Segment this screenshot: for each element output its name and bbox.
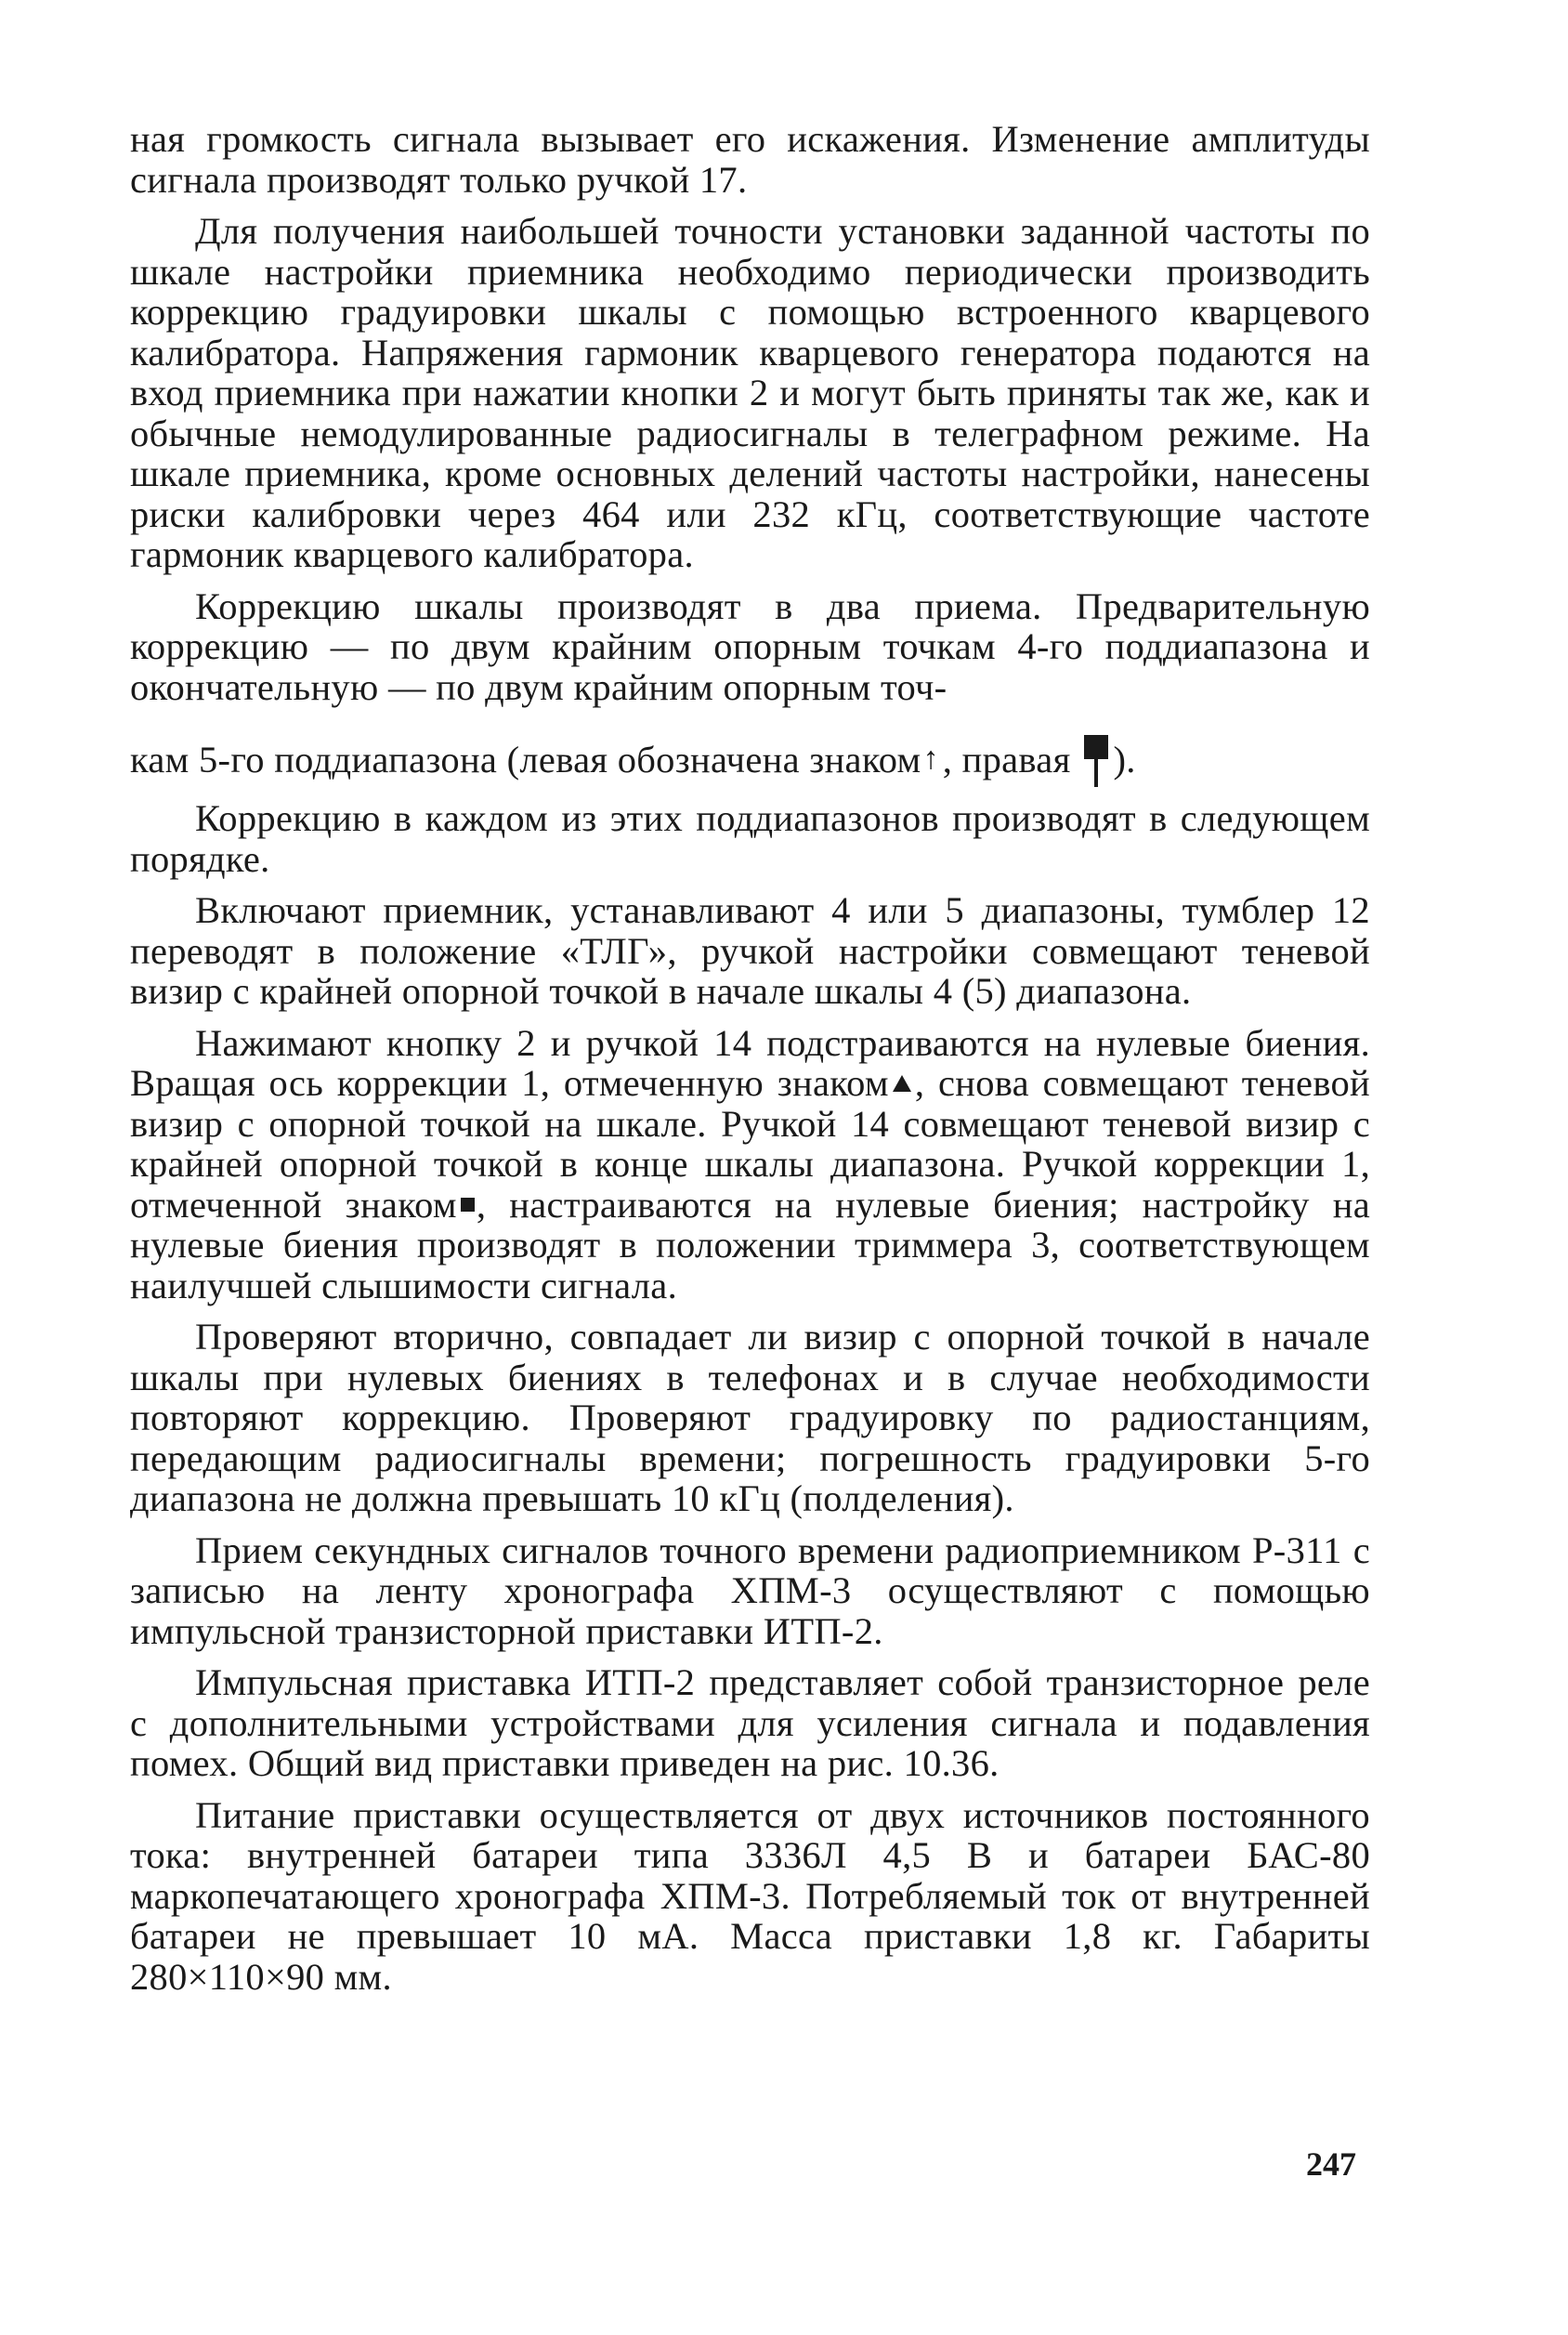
paragraph-2: Для получения наибольшей точности установки заданной частоты по шкале настройки приемника необходимо периодически производить коррекцию градуировки шкалы с помощью встроенного кварцевого калибратора. Напряжения гармоник кварцевого генератора подаются на вход приемника при нажатии кнопки 2 и могут быть приняты так же, как и обычные немодулированные радиосигналы в телеграфном режиме. На шкале приемника, кроме основных делений частоты настройки, нанесены риски калибровки через 464 или 232 кГц, соответствующие частоте гармоник кварцевого калибратора.	[130, 210, 1370, 575]
paragraph-3-continuation	[130, 735, 1370, 787]
flag-marker-icon	[1084, 735, 1108, 787]
paragraph-3-continuation-text-a: кам 5-го поддиапазона (левая обозначена знаком	[130, 739, 921, 781]
paragraph-11: Питание приставки осуществляется от двух источников постоянного тока: внутренней батареи типа 3336Л 4,5 В и батареи БАС-80 маркопечатающего хронографа ХПМ-3. Потребляемый ток от внутренней батареи не превышает 10 мА. Масса приставки 1,8 кг. Габариты 280×110×90 мм.	[130, 1793, 1370, 1998]
paragraph-6: Включают приемник, устанавливают 4 или 5 диапазоны, тумблер 12 переводят в положение «ТЛГ», ручкой настройки совмещают теневой визир с крайней опорной точкой в начале шкалы 4 (5) диапазона.	[130, 889, 1370, 1012]
paragraph-3-continuation-text-b: , правая	[942, 739, 1071, 781]
paragraph-3: Коррекцию шкалы производят в два приема. Предварительную коррекцию — по двум крайним опорным точкам 4-го поддиапазона и окончательную — по двум крайним опорным точ-	[130, 584, 1370, 708]
arrow-up-marker-icon: ↑	[922, 741, 939, 776]
paragraph-8: Проверяют вторично, совпадает ли визир с опорной точкой в начале шкалы при нулевых биениях в телефонах и в случае необходимости повторяют коррекцию. Проверяют градуировку по радиостанциям, передающим радиосигналы времени; погрешность градуировки 5-го диапазона не должна превышать 10 кГц (полделения).	[130, 1316, 1370, 1519]
paragraph-7-text-c: , настраиваются на нулевые биения; настройку на нулевые биения производят в положении триммера 3, соответствующем наилучшей слышимости сигнала.	[130, 1183, 1371, 1306]
paragraph-7	[130, 1023, 1370, 1306]
paragraph-1: ная громкость сигнала вызывает его искажения. Изменение амплитуды сигнала производят только ручкой 17.	[130, 118, 1370, 201]
square-marker-icon	[461, 1198, 475, 1212]
body-text	[130, 119, 1370, 2008]
paragraph-10: Импульсная приставка ИТП-2 представляет собой транзисторное реле с дополнительными устройствами для усиления сигнала и подавления помех. Общий вид приставки приведен на рис. 10.36.	[130, 1661, 1370, 1784]
page-number: 247	[1306, 2145, 1356, 2183]
paragraph-7-text-a: Нажимают кнопку 2 и ручкой 14 подстраиваются на нулевые биения. Вращая ось коррекции 1, отмеченную знаком	[130, 1021, 1370, 1104]
paragraph-5: Коррекцию в каждом из этих поддиапазонов производят в следующем порядке.	[130, 797, 1370, 880]
paragraph-3-continuation-text-c: ).	[1113, 739, 1136, 781]
paragraph-7-text-b: , снова совмещают теневой визир с опорной точкой на шкале. Ручкой 14 совмещают теневой визир с крайней опорной точкой в конце шкалы диапазона. Ручкой коррекции 1, отмеченной знаком	[130, 1062, 1370, 1226]
triangle-marker-icon	[893, 1075, 911, 1092]
paragraph-9: Прием секундных сигналов точного времени радиоприемником Р-311 с записью на ленту хронографа ХПМ-3 осуществляют с помощью импульсной транзисторной приставки ИТП-2.	[130, 1528, 1370, 1652]
